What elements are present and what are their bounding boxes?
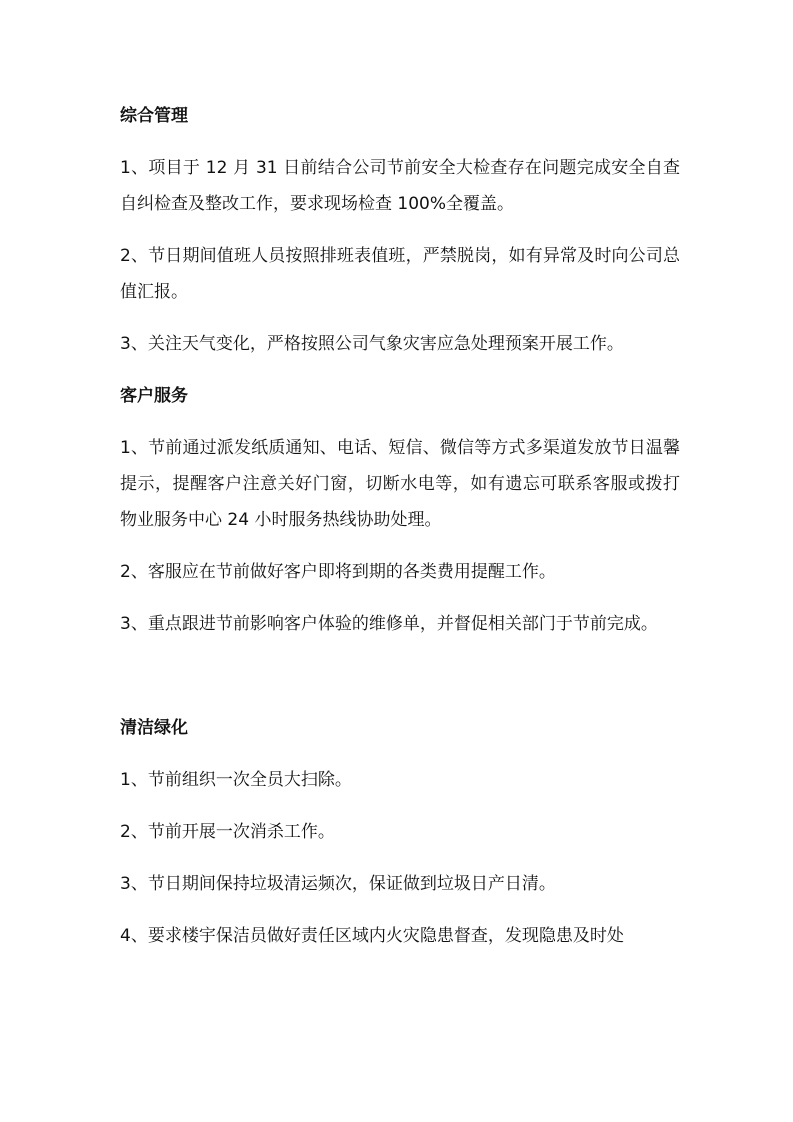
paragraph: 2、客服应在节前做好客户即将到期的各类费用提醒工作。	[120, 562, 556, 582]
paragraph: 1、项目于 12 月 31 日前结合公司节前安全大检查存在问题完成安全自查自纠检查及整改工作，要求现场检查 100%全覆盖。	[120, 158, 680, 214]
paragraph: 4、要求楼宇保洁员做好责任区域内火灾隐患督查，发现隐患及时处	[120, 926, 624, 946]
paragraph: 1、节前组织一次全员大扫除。	[120, 770, 352, 790]
section-spacer	[120, 658, 680, 710]
paragraph: 2、节前开展一次消杀工作。	[120, 822, 335, 842]
paragraph: 3、节日期间保持垃圾清运频次，保证做到垃圾日产日清。	[120, 874, 556, 894]
section-heading-customer-service: 客户服务	[120, 386, 188, 406]
section-heading-general-management: 综合管理	[120, 106, 188, 126]
paragraph: 3、关注天气变化，严格按照公司气象灾害应急处理预案开展工作。	[120, 334, 624, 354]
paragraph: 1、节前通过派发纸质通知、电话、短信、微信等方式多渠道发放节日温馨提示，提醒客户注意关好门窗，切断水电等，如有遗忘可联系客服或拨打物业服务中心 24 小时服务热线协助处理。	[120, 438, 680, 530]
paragraph: 3、重点跟进节前影响客户体验的维修单，并督促相关部门于节前完成。	[120, 614, 658, 634]
document-body	[120, 98, 680, 970]
paragraph: 2、节日期间值班人员按照排班表值班，严禁脱岗，如有异常及时向公司总值汇报。	[120, 246, 680, 302]
section-heading-cleaning-greening: 清洁绿化	[120, 718, 188, 738]
